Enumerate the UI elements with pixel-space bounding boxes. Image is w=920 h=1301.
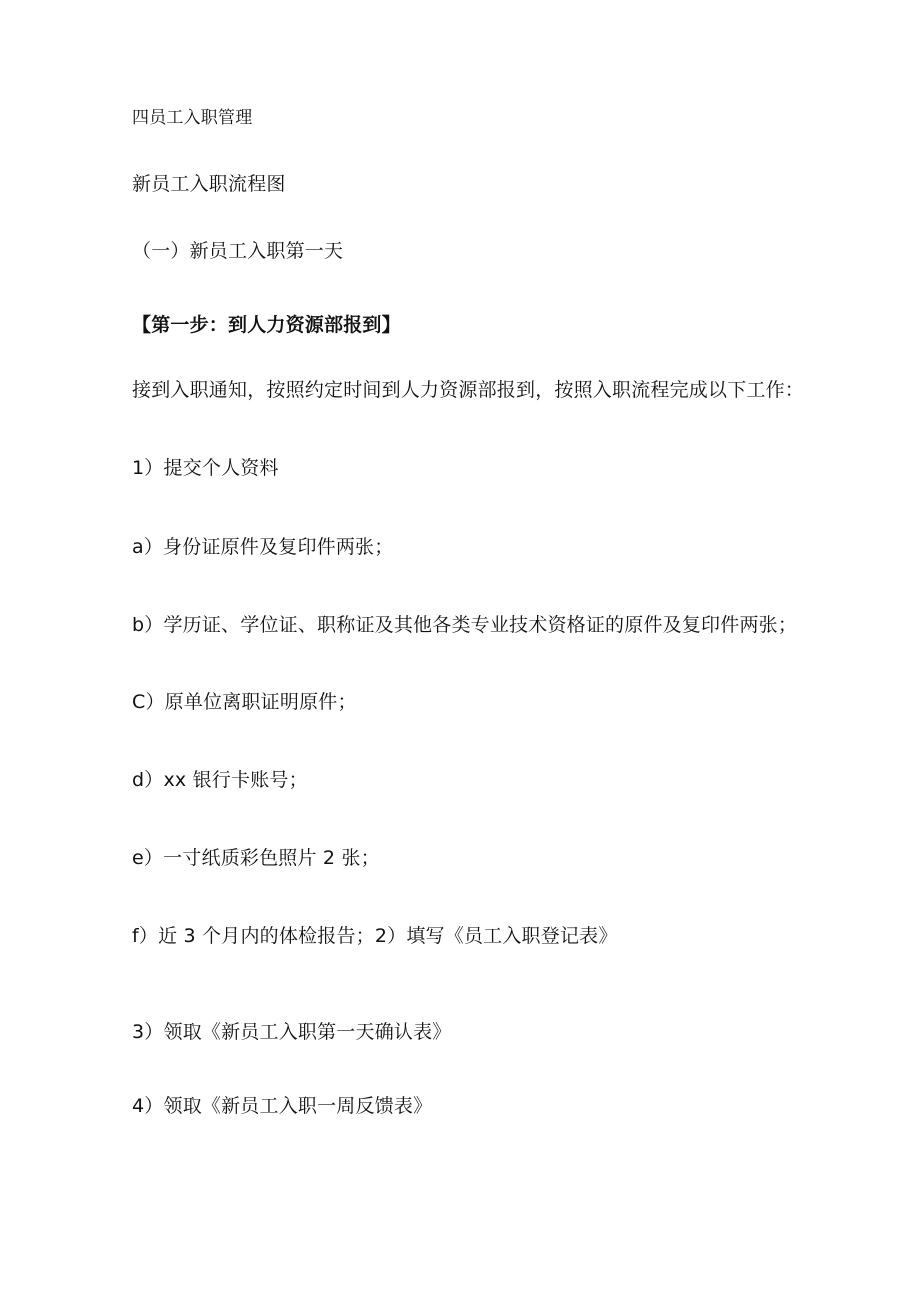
list-item-f: f）近 3 个月内的体检报告；2）填写《员工入职登记表》	[132, 925, 618, 947]
list-item-b: b）学历证、学位证、职称证及其他各类专业技术资格证的原件及复印件两张；	[132, 614, 798, 636]
flowchart-title: 新员工入职流程图	[132, 173, 286, 195]
list-item-c: C）原单位离职证明原件；	[132, 691, 357, 713]
subsection-heading: （一）新员工入职第一天	[132, 240, 344, 262]
list-item-a: a）身份证原件及复印件两张；	[132, 536, 394, 558]
section-title: 四员工入职管理	[132, 108, 253, 128]
step-heading: 【第一步：到人力资源部报到】	[132, 314, 401, 336]
list-item-1: 1）提交个人资料	[132, 457, 279, 479]
list-item-3: 3）领取《新员工入职第一天确认表》	[132, 1021, 452, 1043]
list-item-d: d）xx 银行卡账号；	[132, 769, 308, 791]
list-item-4: 4）领取《新员工入职一周反馈表》	[132, 1095, 433, 1117]
intro-paragraph: 接到入职通知，按照约定时间到人力资源部报到，按照入职流程完成以下工作：	[132, 379, 805, 401]
list-item-e: e）一寸纸质彩色照片 2 张；	[132, 847, 380, 869]
